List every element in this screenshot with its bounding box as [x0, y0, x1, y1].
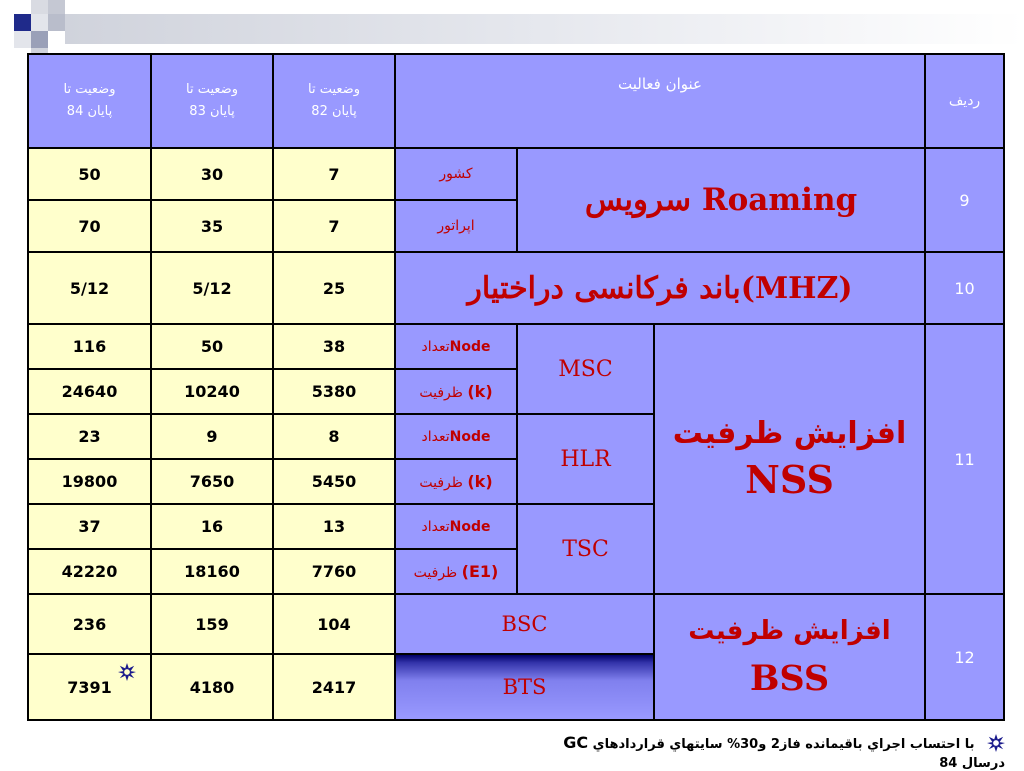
tsc-capacity-83: 18160	[151, 549, 273, 594]
roaming-service-title: سرویس Roaming	[517, 148, 925, 252]
tsc-node-label	[395, 504, 517, 549]
hlr-capacity-82: 5450	[273, 459, 395, 504]
node-label-en: Node	[449, 428, 491, 445]
capacity-label-fa: ظرفیت	[419, 475, 463, 491]
roaming-country-83: 30	[151, 148, 273, 200]
hlr-node-83: 9	[151, 414, 273, 459]
node-label-en: Node	[449, 518, 491, 535]
header-gradient-bar	[65, 14, 1024, 44]
footnote-gc: GC	[563, 733, 589, 752]
bss-title	[654, 594, 925, 720]
hlr-node-84: 23	[28, 414, 151, 459]
header-end-label: پایان 83	[189, 104, 235, 119]
header-end-label: پایان 84	[66, 104, 113, 119]
row-number-11: 11	[925, 324, 1004, 594]
footnote-text-part2: درسال 84	[939, 755, 1005, 771]
table-row	[28, 324, 1004, 369]
tsc-capacity-label	[395, 549, 517, 594]
msc-capacity-label	[395, 369, 517, 414]
decor-square	[31, 0, 48, 14]
capacity-label-fa: ظرفیت	[413, 565, 458, 581]
tsc-node-84: 37	[28, 504, 151, 549]
tsc-capacity-84: 42220	[28, 549, 151, 594]
bsc-label: BSC	[395, 594, 654, 654]
table-row	[28, 594, 1004, 654]
header-status-83	[151, 54, 273, 148]
hlr-capacity-label	[395, 459, 517, 504]
header-end-label: پایان 82	[311, 104, 357, 119]
hlr-node-82: 8	[273, 414, 395, 459]
roaming-operator-label: اپراتور	[395, 200, 517, 252]
msc-node-label	[395, 324, 517, 369]
node-label-fa: تعداد	[421, 518, 450, 535]
band-title: باند فرکانسی دراختیار(MHZ)	[395, 252, 925, 324]
msc-label: MSC	[517, 324, 654, 414]
nss-title-line1: افزایش ظرفیت	[672, 416, 907, 451]
header-status-84	[28, 54, 151, 148]
bts-84-value: 7391	[67, 677, 112, 697]
row-number-9: 9	[925, 148, 1004, 252]
bts-82: 2417	[273, 654, 395, 720]
hlr-capacity-84: 19800	[28, 459, 151, 504]
node-label-en: Node	[449, 338, 491, 355]
decor-square	[31, 14, 48, 31]
roaming-operator-83: 35	[151, 200, 273, 252]
hlr-label: HLR	[517, 414, 654, 504]
roaming-operator-82: 7	[273, 200, 395, 252]
decor-square	[31, 31, 48, 48]
bss-title-line1: افزایش ظرفیت	[688, 615, 891, 646]
roaming-operator-84: 70	[28, 200, 151, 252]
header-row	[28, 54, 1004, 148]
msc-capacity-84: 24640	[28, 369, 151, 414]
star-burst-icon	[118, 663, 136, 685]
band-84: 5/12	[28, 252, 151, 324]
row-number-10: 10	[925, 252, 1004, 324]
header-status-82	[273, 54, 395, 148]
header-status-label: وضعیت تا	[186, 82, 238, 97]
decor-square	[14, 31, 31, 48]
bts-label: BTS	[395, 654, 654, 720]
capacity-unit-e1: (E1)	[461, 562, 499, 581]
hlr-node-label	[395, 414, 517, 459]
node-label-fa: تعداد	[421, 428, 450, 445]
msc-node-84: 116	[28, 324, 151, 369]
decor-square	[48, 0, 65, 14]
roaming-country-84: 50	[28, 148, 151, 200]
msc-node-83: 50	[151, 324, 273, 369]
tsc-node-82: 13	[273, 504, 395, 549]
table-row	[28, 148, 1004, 200]
msc-node-82: 38	[273, 324, 395, 369]
row-number-12: 12	[925, 594, 1004, 720]
bsc-84: 236	[28, 594, 151, 654]
bts-84	[28, 654, 151, 720]
roaming-country-label: کشور	[395, 148, 517, 200]
tsc-label: TSC	[517, 504, 654, 594]
bsc-82: 104	[273, 594, 395, 654]
msc-capacity-82: 5380	[273, 369, 395, 414]
capacity-unit-k: (k)	[467, 382, 493, 401]
header-status-label: وضعیت تا	[63, 82, 116, 97]
roaming-country-82: 7	[273, 148, 395, 200]
bsc-83: 159	[151, 594, 273, 654]
star-burst-icon	[987, 734, 1005, 756]
tsc-capacity-82: 7760	[273, 549, 395, 594]
slide-header-decoration	[0, 0, 1024, 50]
footnote	[520, 733, 1005, 771]
node-label-fa: تعداد	[421, 338, 450, 355]
bts-83: 4180	[151, 654, 273, 720]
tsc-node-83: 16	[151, 504, 273, 549]
header-activity-title: عنوان فعالیت	[395, 54, 925, 148]
band-83: 5/12	[151, 252, 273, 324]
bss-title-line2: BSS	[749, 657, 830, 699]
nss-title-line2: NSS	[745, 457, 834, 502]
table-row	[28, 252, 1004, 324]
capacity-table	[27, 53, 1005, 721]
header-status-label: وضعیت تا	[308, 82, 360, 97]
decor-square	[14, 14, 31, 31]
header-row-number: ردیف	[925, 54, 1004, 148]
msc-capacity-83: 10240	[151, 369, 273, 414]
hlr-capacity-83: 7650	[151, 459, 273, 504]
capacity-label-fa: ظرفیت	[419, 385, 463, 401]
decor-square	[48, 14, 65, 31]
footnote-text-part1: با احتساب اجراي باقیمانده فاز2 و30% سايتهاي قراردادهاي	[588, 737, 975, 752]
band-82: 25	[273, 252, 395, 324]
nss-title	[654, 324, 925, 594]
capacity-unit-k: (k)	[467, 472, 493, 491]
